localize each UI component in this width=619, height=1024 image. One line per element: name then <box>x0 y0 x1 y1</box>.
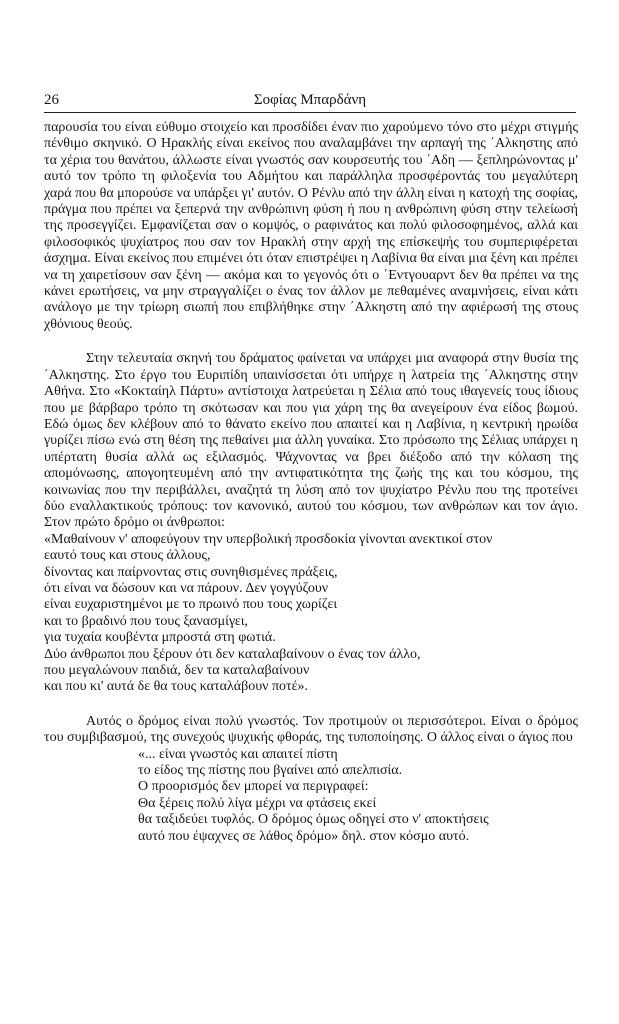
paragraph-gap <box>44 333 578 351</box>
page-body <box>44 120 578 845</box>
quote-line: «... είναι γνωστός και απαιτεί πίστη <box>138 746 338 762</box>
quote-line: για τυχαία κουβέντα μπροστά στη φωτιά. <box>44 630 276 646</box>
quote-line: το είδος της πίστης που βγαίνει από απελπισία. <box>138 763 403 779</box>
quote-line: ότι είναι να δώσουν και να πάρουν. Δεν γογγύζουν <box>44 580 329 596</box>
quote-line: είναι ευχαριστημένοι με το πρωινό που τους χωρίζει <box>44 597 338 613</box>
quote-saint-way <box>44 747 578 845</box>
quote-line: αυτό που έψαχνες σε λάθος δρόμο» δηλ. στον κόσμο αυτό. <box>138 828 470 844</box>
quote-line: «Μαθαίνουν ν' αποφεύγουν την υπερβολική προσδοκία γίνονται ανεκτικοί στον <box>44 531 493 547</box>
quote-line: Ο προορισμός δεν μπορεί να περιγραφεί: <box>138 779 369 795</box>
paragraph-continuation: παρουσία του είναι εύθυμο στοιχείο και προσδίδει έναν πιο χαρούμενο τόνο στο μέχρι στιγμής πένθιμο σκηνικό. Ο Ηρακλής είναι εκείνος που αναλαμβάνει την αρπαγή της ΄Αλκηστης από τα χέρια του θανάτου, άλλωστε είναι γνωστός σαν κουρσευτής του ΄Αδη — ξεπληρώνοντας μ' αυτό τον τρόπο τη φιλοξενία του Αδμήτου και παράλληλα προσφέροντάς του μεγαλύτερη χαρά που θα μπορούσε να υπάρξει γι' αυτόν. Ο Ρένλυ από την άλλη είναι η κατοχή της σοφίας, πράγμα που πρέπει να ξεπερνά την ανθρώπινη φύση ή που η ανθρώπινη φύση στην τελείωσή της προσεγγίζει. Εμφανίζεται σαν ο κομψός, ο ραφινάτος και πολύ φιλοσοφημένος, αλλά και φιλοσοφικός ψυχίατρος που σαν τον Ηρακλή στην αρχή της επίσκεψής του συμπεριφέρεται άσχημα. Είναι εκείνος που επιμένει ότι όταν επιστρέψει η Λαβίνια θα είναι μια ξένη και πρέπει να τη χαιρετίσουν σαν ξένη — ακόμα και το γεγονός ότι ο ΄Εντγουαρντ δεν θα πρέπει να της κάνει ερωτήσεις, να μην στραγγαλίζει ο ένας τον άλλον με πεθαμένες αναμνήσεις, είναι κάτι ανάλογο με την τρίωρη σιωπή που επιβλήθηκε στην ΄Αλκηστη από την αφιέρωσή της στους χθόνιους θεούς. <box>44 120 578 332</box>
page-number: 26 <box>44 92 59 108</box>
running-head: Σοφίας Μπαρδάνη <box>253 92 367 108</box>
quote-line: εαυτό τους και στους άλλους, <box>44 548 211 564</box>
quote-line: και το βραδινό που τους ξανασμίγει, <box>44 613 249 629</box>
quote-line: Θα ξέρεις πολύ λίγα μέχρι να φτάσεις εκεί <box>138 795 377 811</box>
quote-ordinary-way <box>44 532 578 696</box>
paragraph-saint-way: Αυτός ο δρόμος είναι πολύ γνωστός. Τον προτιμούν οι περισσότεροι. Είναι ο δρόμος του συμβιβασμού, της συνεχούς ψυχικής φθοράς, της τυποποίησης. Ο άλλος είναι ο άγιος που <box>44 713 578 746</box>
quote-line: Δύο άνθρωποι που ξέρουν ότι δεν καταλαβαίνουν ο ένας τον άλλο, <box>44 646 421 662</box>
quote-line: θα ταξιδεύει τυφλός. Ο δρόμος όμως οδηγεί στο ν' αποκτήσεις <box>138 812 489 828</box>
quote-line: και που κι' αυτά δε θα τους καταλάβουν ποτέ». <box>44 679 309 695</box>
paragraph-gap <box>44 696 578 714</box>
quote-line: δίνοντας και παίρνοντας στις συνηθισμένες πράξεις, <box>44 564 338 580</box>
page-header <box>44 92 576 113</box>
quote-line: που μεγαλώνουν παιδιά, δεν τα καταλαβαίνουν <box>44 663 310 678</box>
paragraph-alkestis-sacrifice: Στην τελευταία σκηνή του δράματος φαίνεται να υπάρχει μια αναφορά στην θυσία της ΄Αλκηστης. Στο έργο του Ευριπίδη υπαινίσσεται ότι υπήρχε η λατρεία της ΄Αλκηστης στην Αθήνα. Στο «Κοκταίηλ Πάρτυ» αντίστοιχα λατρεύεται η Σέλια από τους ιθαγενείς τους ίδιους που με βάρβαρο τρόπο τη σκότωσαν και που για χάρη της θα ανεγείρουν ένα είδος βωμού. Εδώ όμως δεν κλέβουν από το θάνατο εκείνο που απαιτεί και η Λαβίνια, η κεντρική ηρωίδα γυρίζει πίσω ενώ στη θέση της πεθαίνει μια άλλη γυναίκα. Στο πρόσωπο της Σέλιας υπάρχει η υπέρτατη θυσία αλλά ως εξιλασμός. Ψάχνοντας να βρει διέξοδο από την κόλαση της απομόνωσης, απογοητευμένη από την αντιφατικότητα της ζωής της και του κόσμου, της κοινωνίας που την περιβάλλει, αναζητά τη λύση από τον ψυχίατρο Ρένλυ που της προτείνει δύο εναλλακτικούς τρόπους: τον κανονικό, αυτού του κόσμου, των ανθρώπων και τον άγιο. Στον πρώτο δρόμο οι άνθρωποι: <box>44 351 578 531</box>
